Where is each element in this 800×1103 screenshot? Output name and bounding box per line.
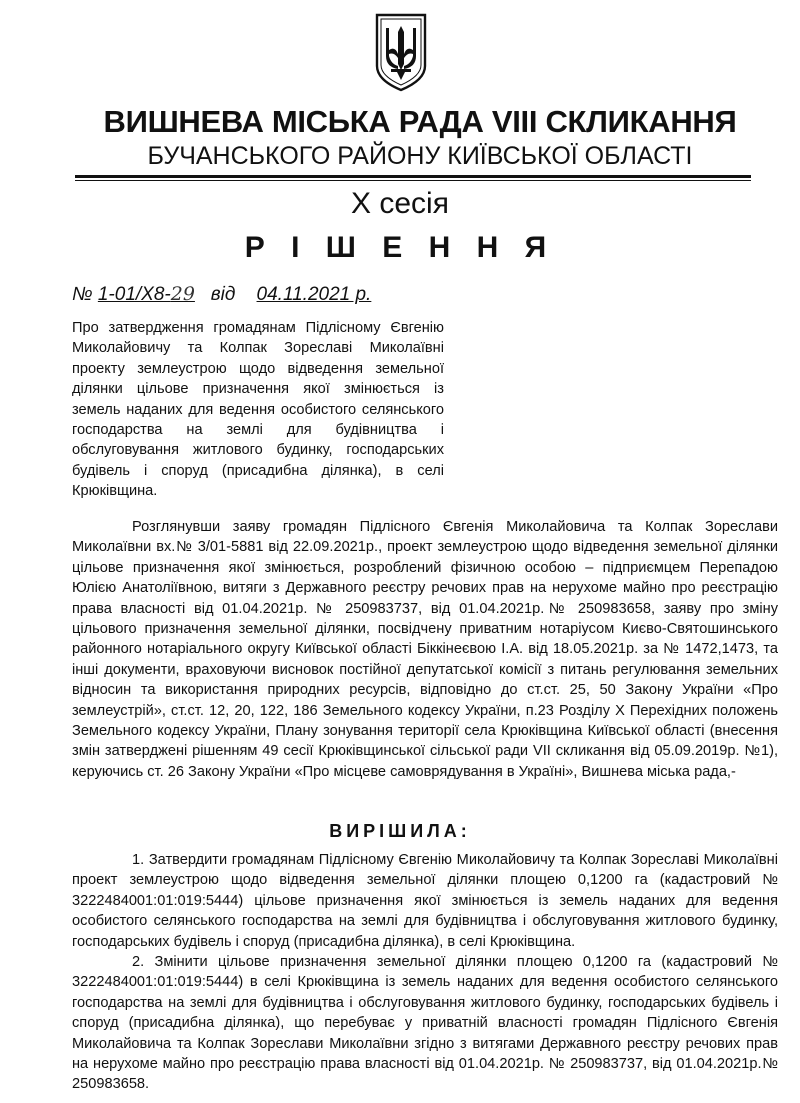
session-title: Х сесія: [351, 187, 449, 220]
handwritten-number: 29: [170, 283, 195, 305]
district-name: БУЧАНСЬКОГО РАЙОНУ КИЇВСЬКОЇ ОБЛАСТІ: [147, 142, 693, 170]
resolution-items: [72, 850, 778, 1095]
resolved-heading: ВИРІШИЛА:: [329, 821, 471, 841]
number-prefix: №: [72, 284, 93, 305]
decision-title: Р І Ш Е Н Н Я: [244, 231, 556, 264]
resolution-item-2: 2. Змінити цільове призначення земельної ділянки площею 0,1200 га (кадастровий № 3222484001:01:019:5444) в селі Крюківщина із земель наданих для ведення особистого селянського господарства на землі для будівництва і обслуговування житлового будинку, господарських будівель і споруд (присадибна ділянка), що перебуває у приватній власності громадян Підлісного Євгенія Миколайовича та Колпак Зореслави Миколаївни згідно з витягами Державного реєстру речових прав на нерухоме майно про реєстрацію права власності від 01.04.2021р. № 250983737, від 01.04.2021р.№ 250983658.: [72, 954, 778, 1093]
header-divider-thin: [75, 180, 751, 181]
resolution-item-1: 1. Затвердити громадянам Підлісному Євгенію Миколайовичу та Колпак Зореславі Миколаївні проект землеустрою щодо відведення земельної ділянки площею 0,1200 га (кадастровий № 3222484001:01:019:5444) цільове призначення якої змінюється із земель наданих для ведення особистого селянського господарства на землі для будівництва і обслуговування житлового будинку, господарських будівель і споруд (присадибна ділянка), в селі Крюківщина.: [72, 852, 778, 950]
decision-number: 1-01/X8-29: [97, 283, 195, 305]
council-name: ВИШНЕВА МІСЬКА РАДА VIII СКЛИКАННЯ: [103, 104, 737, 139]
decision-date: 04.11.2021 р.: [256, 284, 372, 305]
date-word: від: [210, 284, 236, 305]
trident-emblem-icon: [373, 12, 429, 92]
decision-subject: Про затвердження громадянам Підлісному Євгенію Миколайовичу та Колпак Зореславі Миколаївні проекту землеустрою щодо відведення земельної ділянки цільове призначення якої змінюється із земель наданих для ведення особистого селянського господарства на землі для будівництва і обслуговування житлового будинку, господарських будівель і споруд (присадибна ділянка), в селі Крюківщина.: [72, 320, 444, 500]
preamble-paragraph: Розглянувши заяву громадян Підлісного Євгенія Миколайовича та Колпак Зореслави Миколаївни вх.№ 3/01-5881 від 22.09.2021р., проект землеустрою щодо відведення земельної ділянки цільове призначення якої змінюється, розроблений фізичною особою – підприємцем Перепадою Юлією Анатоліївною, витяги з Державного реєстру речових прав на нерухоме майно про реєстрацію права власності від 01.04.2021р. № 250983737, від 01.04.2021р.№ 250983658, заяву про зміну цільового призначення земельної ділянки, посвідчену приватним нотаріусом Києво-Святошинського районного нотаріального округу Київської області Біккінеєвою І.А. від 18.05.2021р. за № 1472,1473, та інші документи, враховуючи висновок постійної депутатської комісії з питань регулювання земельних відносин та використання природних ресурсів, відповідно до ст.ст. 25, 50 Закону України «Про землеустрій», ст.ст. 12, 20, 122, 186 Земельного кодексу України, п.23 Розділу Х Перехідних положень Земельного кодексу України, Плану зонування території села Крюківщина Київської області (внесення змін затверджені рішенням 49 сесії Крюківщинської сільської ради VII скликання від 05.09.2019р. №1), керуючись ст. 26 Закону України «Про місцеве самоврядування в Україні», Вишнева міська рада,-: [72, 519, 778, 780]
header-divider: [75, 175, 751, 178]
decision-number-line: [72, 282, 371, 307]
